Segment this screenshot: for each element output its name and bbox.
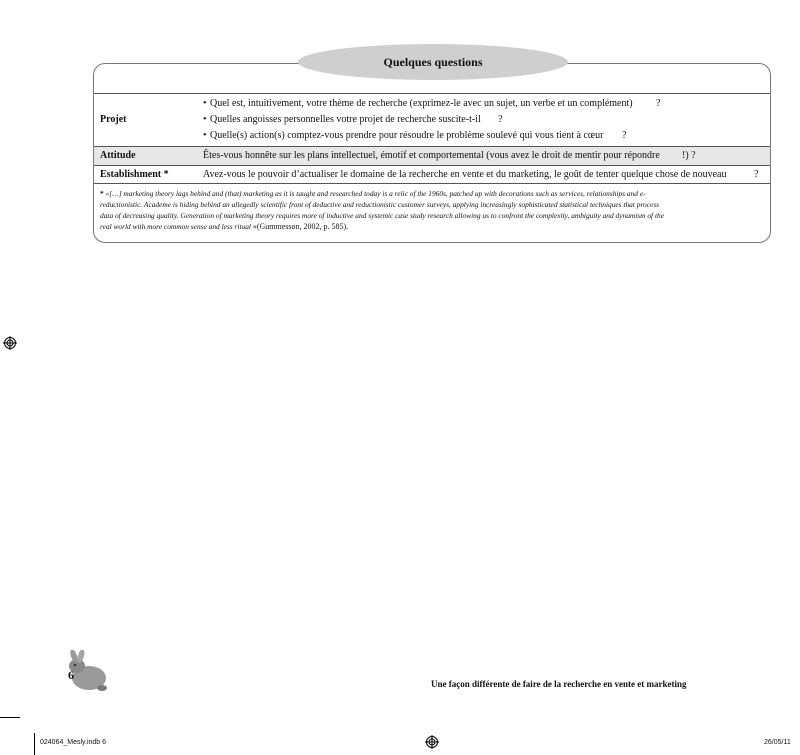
question-angoisses: Quelles angoisses personnelles votre projet de recherche suscite-t-il [210,114,481,125]
question-mark: ? [498,114,503,125]
question-establishment: Avez-vous le pouvoir d’actualiser le domaine de la recherche en vente et du marketing, le goût de tenter quelque chose de nouveau [203,169,727,180]
registration-mark-icon [3,336,17,350]
row-divider [94,146,770,147]
footer-title: Une façon différente de faire de la recherche en vente et marketing [431,679,687,689]
footnote [100,188,670,232]
row-divider [94,183,770,184]
bullet: • [203,98,207,109]
box-title: Quelques questions [298,44,568,80]
footnote-close-quote: » [252,222,257,231]
crop-mark [34,733,35,755]
row-label-establishment: Establishment * [100,169,169,180]
question-mark: ? [754,169,759,180]
question-actions: Quelle(s) action(s) comptez-vous prendre pour résoudre le problème soulevé qui vous tient à cœur [210,130,604,141]
row-divider [94,93,770,94]
footnote-quote: […] marketing theory lags behind and (that) marketing as it is taught and researched today is a relic of the 1960s, patched up with decorations such as services, relationships and e-reductionistic. Academe is hiding behind an allegedly scientific front of deductive and reductionistic customer surveys, applying increasingly sophisticated statistical techniques that process data of decreasing quality. Generation of marketing theory requires more of inductive and systemic case study research allowing us to confront the complexity, ambiguity and dynamism of the real world with more common sense and less ritual [100,189,664,231]
row-divider [94,165,770,166]
question-mark: ? [656,98,661,109]
footnote-reference: (Gummesson, 2002, p. 585). [256,222,349,231]
question-mark: ? [622,130,627,141]
file-info: 024064_Mesly.indb 6 [40,739,107,746]
row-label-attitude: Attitude [100,150,136,161]
registration-mark-icon [425,735,439,749]
footnote-open-quote: « [105,189,110,198]
bullet: • [203,130,207,141]
question-attitude: Êtes-vous honnête sur les plans intellectuel, émotif et comportemental (vous avez le droit de mentir pour répondre [203,150,660,161]
footnote-star: * [100,189,104,198]
question-theme: Quel est, intuitivement, votre thème de recherche (exprimez-le avec un sujet, un verbe et un complément) [210,98,633,109]
crop-mark [0,717,20,718]
print-date: 26/05/11 [764,739,791,746]
row-label-projet: Projet [100,114,127,125]
bullet: • [203,114,207,125]
question-mark: !) ? [682,150,696,161]
page-number: 6 [68,668,74,682]
